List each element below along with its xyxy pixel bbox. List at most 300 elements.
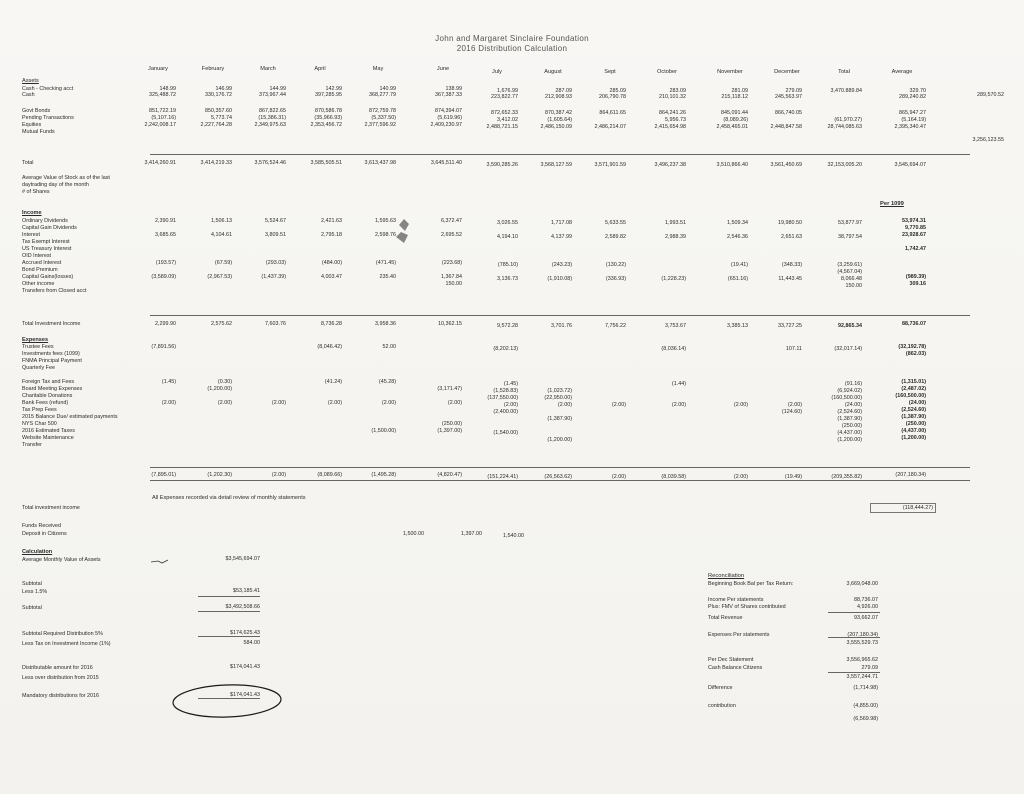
expense-cell: 52.00 [382,344,396,350]
recon-rule [828,612,880,613]
column-header-october: October [657,69,677,75]
expense-avg-cell: (160,500.00) [895,393,926,399]
deposit-may: 1,500.00 [403,531,424,537]
income-total-cell: 92,865.34 [838,323,862,329]
asset-cell: 329.70 [909,88,926,94]
expense-row-label: Transfer [22,442,42,448]
income-row-label: OID Interest [22,253,52,259]
income-cell: 150.00 [445,281,462,287]
income-cell: (471.45) [375,260,396,266]
assets-total-cell: 3,414,219.33 [200,160,232,166]
recon-row-value: (6,569.98) [853,716,878,722]
income-cell: 4,003.47 [321,274,342,280]
asset-cell: 206,790.78 [599,94,626,100]
income-cell: 19,980.50 [778,220,802,226]
expenses-note: All Expenses recorded via detail review of monthly statements [152,495,306,501]
asset-cell: 367,387.33 [435,92,462,98]
expense-cell: (1,500.00) [371,428,396,434]
income-cell: 6,372.47 [441,218,462,224]
asset-extra-cell: 3,256,123.55 [972,137,1004,143]
asset-cell: 2,448,847.58 [770,124,802,130]
column-header-april: April [314,66,326,72]
expense-avg-cell: (1,200.00) [901,435,926,441]
asset-cell: (1,605.64) [547,117,572,123]
income-total-cell: 9,572.28 [497,323,518,329]
calc-row-label: Average Monthly Value of Assets [22,557,101,563]
income-cell: (2,967.53) [207,274,232,280]
income-cell: (1,910.08) [547,276,572,282]
income-cell: (336.93) [605,276,626,282]
recon-row-value: (4,855.00) [853,703,878,709]
column-header-january: January [148,66,168,72]
column-header-average: Average [891,69,913,75]
asset-cell: 5,956.73 [665,117,686,123]
asset-cell: 142.99 [325,86,342,92]
expense-cell: (2.00) [787,402,802,408]
assets-total-cell: 3,585,505.51 [310,160,342,166]
expense-row-label: FNMA Principal Payment [22,358,82,364]
expense-row-label: Tax Prep Fees [22,407,57,413]
expense-total-cell: (19.49) [784,474,802,480]
income-cell: 2,988.39 [665,234,686,240]
assets-total-cell: 3,545,694.07 [894,162,926,168]
expense-cell: (1,528.83) [493,388,518,394]
expense-cell: (250.00) [441,421,462,427]
asset-row-label: Equities [22,122,42,128]
income-cell: (130.22) [605,262,626,268]
asset-cell: 2,353,456.72 [310,122,342,128]
income-cell: 2,589.82 [605,234,626,240]
expense-cell: (91.16) [844,381,862,387]
column-header-june: June [436,66,450,72]
income-total-cell: 2,575.62 [211,321,232,327]
expense-cell: (137,550.00) [487,395,518,401]
avg-stock-label-1: Average Value of Stock as of the last [22,175,110,181]
recon-row-value: 3,557,244.71 [846,674,878,680]
assets-total-rule [150,154,970,155]
asset-row-label: Govt Bonds [22,108,51,114]
asset-cell: 279.09 [785,88,802,94]
asset-cell: (61,970.27) [834,117,862,123]
income-total-cell: 8,736.28 [321,321,342,327]
asset-cell: 140.99 [379,86,396,92]
expense-avg-cell: (1,387.90) [901,414,926,420]
assets-total-cell: 32,153,005.20 [827,162,862,168]
assets-total-cell: 3,645,511.40 [430,160,462,166]
assets-total-cell: 3,590,285.26 [486,162,518,168]
document-title: John and Margaret Sinclaire Foundation [435,34,589,43]
asset-cell: 2,415,654.98 [654,124,686,130]
expense-cell: (2.00) [671,402,686,408]
expense-total-cell: (7,895.01) [151,472,176,478]
expense-row-label: Investments fees (1099) [22,351,80,357]
recon-row-label: Cash Balance Citizens [708,665,763,671]
funds-received-label: Funds Received [22,523,61,529]
asset-cell: 330,176.72 [205,92,232,98]
income-cell: 38,797.54 [838,234,862,240]
document-subtitle: 2016 Distribution Calculation [456,44,568,53]
income-cell: 2,598.76 [375,232,396,238]
asset-cell: 212,908.93 [545,94,572,100]
column-header-november: November [717,69,743,75]
assets-total-cell: 3,510,866.40 [716,162,748,168]
expense-total-cell: (8,089.66) [317,472,342,478]
expense-cell: 107.11 [785,346,802,352]
income-row-label: Tax Exempt Interest [22,239,70,245]
calc-row-label: Less over distribution from 2015 [22,675,99,681]
column-header-december: December [774,69,800,75]
asset-cell: (8,089.26) [723,117,748,123]
income-cell: 3,809.51 [265,232,286,238]
asset-cell: 215,118.12 [721,94,748,100]
asset-cell: 281.09 [731,88,748,94]
income-row-label: Other income [22,281,55,287]
asset-cell: 223,822.77 [491,94,518,100]
asset-cell: 2,395,340.47 [894,124,926,130]
asset-cell: 5,773.74 [211,115,232,121]
expense-cell: (2.00) [611,402,626,408]
assets-total-cell: 3,613,437.98 [364,160,396,166]
recon-row-value: 3,556,965.62 [846,657,878,663]
income-cell: 1,367.84 [441,274,462,280]
expense-row-label: Bank Fees (refund) [22,400,69,406]
ink-smudge-2 [394,231,410,245]
asset-cell: (15,386.31) [258,115,286,121]
asset-cell: 851,722.19 [149,108,176,114]
column-header-august: August [544,69,562,75]
asset-cell: (5,619.96) [437,115,462,121]
asset-cell: (35,966.93) [314,115,342,121]
expense-cell: (8,202.13) [493,346,518,352]
income-cell: 235.40 [379,274,396,280]
assets-total-label: Total [22,160,34,166]
column-header-february: February [201,66,225,72]
total-investment-income-value: (118,444.27) [870,503,936,513]
column-header-total: Total [838,69,850,75]
expense-cell: (2,400.00) [493,409,518,415]
income-cell: 1,509.34 [727,220,748,226]
expense-cell: (3,171.47) [437,386,462,392]
expense-row-label: Foreign Tax and Fees [22,379,75,385]
recon-row-label: Difference [708,685,733,691]
expense-avg-cell: (1,315.01) [901,379,926,385]
income-cell: 4,194.10 [497,234,518,240]
expense-row-label: 2016 Estimated Taxes [22,428,75,434]
assets-total-cell: 3,571,901.59 [594,162,626,168]
expense-cell: (2.00) [161,400,176,406]
income-cell: (19.41) [730,262,748,268]
expense-cell: (22,950.00) [544,395,572,401]
expense-cell: (1,397.00) [437,428,462,434]
income-cell: (3,259.61) [837,262,862,268]
income-cell: (1,228.23) [661,276,686,282]
income-cell: 1,595.63 [375,218,396,224]
income-cell: 53,877.97 [838,220,862,226]
expense-total-cell: (151,224.41) [487,474,518,480]
income-cell: (293.03) [265,260,286,266]
expense-cell: (1,387.90) [837,416,862,422]
expense-cell: (32,017.14) [834,346,862,352]
asset-row-label: Pending Transactions [22,115,74,121]
income-total-label: Total Investment Income [22,321,81,327]
expense-total-cell: (2.00) [733,474,748,480]
reconciliation-heading: Reconciliation [708,573,745,579]
expense-row-label: NYS Char 500 [22,421,57,427]
assets-total-cell: 3,576,524.46 [254,160,286,166]
income-row-label: Capital Gains(losses) [22,274,74,280]
income-row-label: Interest [22,232,40,238]
asset-cell: 872,759.78 [369,108,396,114]
income-cell: 5,524.67 [265,218,286,224]
expense-cell: (41.24) [324,379,342,385]
asset-cell: 845,091.44 [721,110,748,116]
asset-cell: 144.99 [269,86,286,92]
asset-cell: 148.99 [159,86,176,92]
expense-cell: (6,924.02) [837,388,862,394]
calc-row-label: Subtotal [22,581,42,587]
asset-extra-cell: 289,570.52 [977,92,1004,98]
expense-row-label: Trustee Fees [22,344,54,350]
income-cell: 5,633.55 [605,220,626,226]
income-per-1099-cell: 309.16 [909,281,926,287]
expense-cell: (0.30) [217,379,232,385]
expense-cell: (1.45) [161,379,176,385]
income-cell: (785.10) [497,262,518,268]
expense-cell: (2.00) [327,400,342,406]
expense-total-cell: (1,202.30) [207,472,232,478]
expense-cell: (1.44) [671,381,686,387]
asset-cell: 865,947.27 [899,110,926,116]
expense-row-label: Website Maintenance [22,435,74,441]
expense-row-label: Charitable Donations [22,393,73,399]
expense-cell: (2.00) [503,402,518,408]
income-cell: (193.57) [155,260,176,266]
asset-cell: 2,486,150.09 [540,124,572,130]
assets-total-cell: 3,568,127.59 [540,162,572,168]
asset-cell: 2,488,721.15 [486,124,518,130]
recon-row-value: 93,662.07 [854,615,878,621]
asset-cell: 864,611.65 [599,110,626,116]
expense-avg-cell: (862.03) [905,351,926,357]
recon-row-value: (1,714.98) [853,685,878,691]
column-header-march: March [260,66,276,72]
asset-cell: (5,164.19) [901,117,926,123]
asset-cell: 850,357.60 [205,108,232,114]
asset-row-label: Cash - Checking acct [22,86,74,92]
per-1099-heading: Per 1099 [880,201,904,207]
column-header-sept: Sept [604,69,616,75]
asset-cell: 870,387.42 [545,110,572,116]
income-total-cell: 3,958.36 [375,321,396,327]
recon-row-value: 88,736.07 [854,597,878,603]
assets-heading: Assets [22,78,39,84]
expense-avg-cell: (32,192.78) [898,344,926,350]
asset-cell: 146.99 [215,86,232,92]
income-cell: 2,421.63 [321,218,342,224]
income-heading: Income [22,210,42,216]
calc-row-value: 584.00 [243,640,260,646]
recon-row-label: Plus: FMV of Shares contributed [708,604,786,610]
income-cell: 3,685.65 [155,232,176,238]
income-cell: 2,695.52 [441,232,462,238]
expense-total-cell: (2.00) [271,472,286,478]
calc-row-label: Subtotal [22,605,42,611]
recon-row-value: 279.09 [861,665,878,671]
expense-avg-cell: (2,487.02) [901,386,926,392]
expense-total-cell: (8,039.58) [661,474,686,480]
income-row-label: Bond Premium [22,267,58,273]
column-header-may: May [372,66,384,72]
expense-cell: (1,200.00) [547,437,572,443]
asset-cell: 289,240.82 [899,94,926,100]
expense-cell: (1,023.72) [547,388,572,394]
expense-cell: (2,524.60) [837,409,862,415]
expense-cell: (1,540.00) [493,430,518,436]
recon-row-value: (207,180.34) [847,632,878,638]
asset-cell: 2,349,975.63 [254,122,286,128]
income-cell: 1,993.51 [665,220,686,226]
expense-cell: (2.00) [381,400,396,406]
asset-row-label: Mutual Funds [22,129,55,135]
income-cell: 8,066.48 [841,276,862,282]
calc-row-label: Subtotal Required Distribution 5% [22,631,103,637]
income-cell: 3,136.73 [497,276,518,282]
income-row-label: Ordinary Dividends [22,218,68,224]
recon-row-label: Beginning Book Bal per Tax Return: [708,581,794,587]
asset-cell: (5,337.50) [371,115,396,121]
deposit-july: 1,540.00 [503,533,524,539]
income-per-1099-cell: 53,974.31 [902,218,926,224]
income-cell: 1,717.08 [551,220,572,226]
calc-row-label: Less Tax on Investment Income (1%) [22,641,111,647]
expense-cell: (160,500.00) [831,395,862,401]
expense-cell: (24.00) [844,402,862,408]
calc-row-value: $53,185.41 [233,588,260,594]
income-cell: 4,137.99 [551,234,572,240]
expense-row-label: Quarterly Fee [22,365,55,371]
recon-rule [828,637,880,638]
income-cell: (651.16) [727,276,748,282]
income-cell: (67.59) [214,260,232,266]
expense-cell: (2.00) [557,402,572,408]
income-cell: (348.33) [781,262,802,268]
income-per-1099-cell: 23,928.67 [902,232,926,238]
calc-row-label: Distributable amount for 2016 [22,665,93,671]
expense-cell: (2.00) [733,402,748,408]
income-cell: (484.00) [321,260,342,266]
asset-cell: 245,563.97 [775,94,802,100]
calc-row-label: Mandatory distributions for 2016 [22,693,100,699]
income-cell: 1,506.13 [211,218,232,224]
expense-cell: (2.00) [447,400,462,406]
expense-cell: (45.28) [378,379,396,385]
income-total-cell: 7,756.22 [605,323,626,329]
calc-rule-3 [198,636,260,637]
asset-cell: 2,377,596.92 [364,122,396,128]
asset-cell: 283.09 [669,88,686,94]
assets-total-cell: 3,414,260.91 [144,160,176,166]
income-cell: (3,589.09) [151,274,176,280]
expense-cell: (1,200.00) [207,386,232,392]
income-cell: 3,026.55 [497,220,518,226]
avg-stock-label-2: daytrading day of the month [22,182,89,188]
income-cell: 11,443.45 [778,276,802,282]
income-row-label: Capital Gain Dividends [22,225,77,231]
asset-cell: 2,242,008.17 [144,122,176,128]
income-cell: 2,651.63 [781,234,802,240]
expense-total-avg: (207,180.34) [895,472,926,478]
expense-total-cell: (1,495.28) [371,472,396,478]
expense-cell: (8,036.14) [661,346,686,352]
expense-cell: (7,891.56) [151,344,176,350]
asset-cell: 325,488.72 [149,92,176,98]
column-header-july: July [492,69,502,75]
income-total-cell: 3,701.76 [551,323,572,329]
asset-cell: 3,470.889.84 [830,88,862,94]
expense-cell: (1.45) [503,381,518,387]
asset-cell: 138.99 [445,86,462,92]
income-cell: 2,546.36 [727,234,748,240]
income-per-1099-cell: 1,742.47 [905,246,926,252]
calc-row-label: Less 1.5% [22,589,48,595]
expense-cell: (2.00) [271,400,286,406]
expense-avg-cell: (4,437.00) [901,428,926,434]
asset-cell: 864,241.26 [659,110,686,116]
expense-row-label: 2015 Balance Due/ estimated payments [22,414,118,420]
recon-row-label: Expenses Per statements [708,632,770,638]
calc-row-value: $3,545,694.07 [225,556,260,562]
expense-avg-cell: (250.00) [905,421,926,427]
income-total-cell: 2,299.90 [155,321,176,327]
hand-drawn-circle-annotation [170,681,285,721]
expense-row-label: Board Meeting Expenses [22,386,83,392]
expense-cell: (2.00) [217,400,232,406]
asset-cell: 870,586.78 [315,108,342,114]
asset-cell: 2,227,764.28 [200,122,232,128]
expense-avg-cell: (24.00) [908,400,926,406]
expenses-total-rule [150,467,970,468]
asset-cell: 3,412.02 [497,117,518,123]
expenses-heading: Expenses [22,337,49,343]
assets-total-cell: 3,496,237.38 [654,162,686,168]
expense-total-cell: (209,355.82) [831,474,862,480]
calc-row-value: $174,041.43 [230,664,260,670]
asset-cell: 285.09 [609,88,626,94]
income-row-label: Transfers from Closed acct [22,288,87,294]
calc-rule-2 [198,611,260,612]
income-total-cell: 3,385.13 [727,323,748,329]
recon-rule [828,672,880,673]
recon-row-label: Per Dec Statement [708,657,754,663]
asset-cell: 287.09 [555,88,572,94]
assets-total-cell: 3,561,450.69 [770,162,802,168]
total-investment-income-label: Total investment income [22,505,80,511]
expense-avg-cell: (2,524.60) [901,407,926,413]
recon-row-label: contribution [708,703,736,709]
income-row-label: Accrued Interest [22,260,62,266]
asset-row-label: Cash [22,92,35,98]
asset-cell: 397,285.95 [315,92,342,98]
expense-cell: (250.00) [841,423,862,429]
income-cell: 2,390.91 [155,218,176,224]
asset-cell: 373,967.44 [259,92,286,98]
asset-cell: 2,409,230.97 [430,122,462,128]
income-cell: (243.23) [551,262,572,268]
deposit-citizens-label: Deposit in Citizens [22,531,67,537]
expense-cell: (8,046.42) [317,344,342,350]
income-cell: (1,437.39) [261,274,286,280]
income-total-cell: 3,753.67 [665,323,686,329]
